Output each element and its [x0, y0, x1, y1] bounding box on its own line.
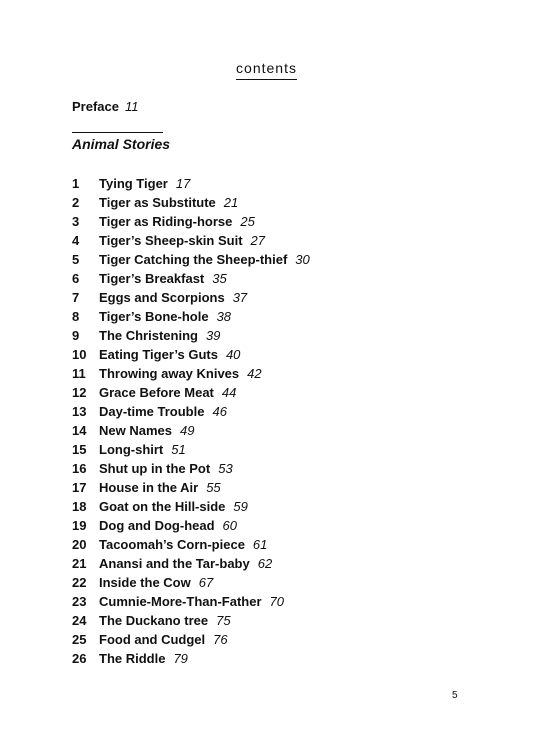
toc-entry — [72, 250, 310, 269]
toc-entry-title: Tiger Catching the Sheep-thief — [99, 252, 288, 267]
toc-entry — [72, 174, 310, 193]
toc-entry-number: 14 — [72, 423, 87, 438]
toc-entry-page: 55 — [206, 480, 221, 495]
toc-entry-page: 21 — [223, 195, 239, 210]
preface-entry — [72, 99, 138, 114]
toc-entry — [72, 326, 310, 345]
toc-entry — [72, 212, 310, 231]
toc-entry-page: 30 — [295, 252, 310, 267]
preface-label: Preface — [72, 99, 119, 114]
toc-entry-title: Inside the Cow — [99, 575, 191, 590]
toc-entry-page: 37 — [232, 290, 248, 305]
toc-entry-number: 21 — [72, 556, 87, 571]
toc-entry-title: Food and Cudgel — [99, 632, 206, 647]
toc-entry-title: Shut up in the Pot — [99, 461, 211, 476]
toc-entry — [72, 630, 310, 649]
toc-entry-page: 59 — [233, 499, 248, 514]
toc-entry-page: 62 — [257, 556, 273, 571]
toc-entry — [72, 345, 310, 364]
toc-entry-number: 22 — [72, 575, 87, 590]
toc-entry-page: 79 — [173, 651, 188, 666]
toc-entry-page: 61 — [252, 537, 268, 552]
toc-entry-number: 10 — [72, 347, 87, 362]
toc-entry-number: 18 — [72, 499, 87, 514]
toc-list — [72, 174, 310, 668]
toc-entry-page: 75 — [216, 613, 231, 628]
toc-entry-title: Tiger as Riding-horse — [99, 214, 233, 229]
toc-entry-title: House in the Air — [99, 480, 199, 495]
toc-entry-page: 51 — [171, 442, 186, 457]
toc-entry-number: 16 — [72, 461, 87, 476]
toc-entry-title: Tiger as Substitute — [99, 195, 216, 210]
toc-entry-page: 25 — [240, 214, 255, 229]
toc-entry — [72, 402, 310, 421]
toc-entry-title: Eating Tiger’s Guts — [99, 347, 218, 362]
toc-entry-number: 19 — [72, 518, 87, 533]
toc-entry — [72, 269, 310, 288]
toc-entry-number: 5 — [72, 252, 80, 267]
toc-entry-page: 35 — [212, 271, 227, 286]
toc-entry-title: Grace Before Meat — [99, 385, 214, 400]
toc-entry-title: New Names — [99, 423, 172, 438]
contents-heading — [0, 60, 533, 80]
toc-entry-number: 23 — [72, 594, 87, 609]
toc-entry-page: 27 — [250, 233, 265, 248]
contents-heading-text: contents — [236, 60, 297, 80]
toc-entry — [72, 554, 310, 573]
toc-entry — [72, 478, 310, 497]
toc-entry-number: 26 — [72, 651, 87, 666]
toc-entry-page: 76 — [213, 632, 228, 647]
toc-entry-number: 9 — [72, 328, 80, 343]
toc-entry-number: 11 — [72, 366, 86, 381]
toc-entry — [72, 459, 310, 478]
toc-entry-title: The Christening — [99, 328, 198, 343]
toc-entry-title: Eggs and Scorpions — [99, 290, 225, 305]
toc-entry-number: 8 — [72, 309, 80, 324]
toc-entry-page: 67 — [198, 575, 214, 590]
toc-entry-number: 1 — [72, 176, 80, 191]
toc-entry-number: 25 — [72, 632, 87, 647]
toc-entry-page: 49 — [179, 423, 195, 438]
toc-entry-title: Cumnie-More-Than-Father — [99, 594, 262, 609]
toc-entry-title: Tiger’s Breakfast — [99, 271, 205, 286]
toc-entry-number: 17 — [72, 480, 87, 495]
toc-entry-page: 53 — [218, 461, 233, 476]
page-number: 5 — [452, 690, 458, 701]
toc-entry — [72, 592, 310, 611]
toc-entry — [72, 288, 310, 307]
toc-entry-number: 24 — [72, 613, 87, 628]
toc-entry — [72, 573, 310, 592]
toc-entry — [72, 497, 310, 516]
toc-entry-number: 6 — [72, 271, 80, 286]
toc-entry-page: 38 — [216, 309, 232, 324]
toc-entry-page: 40 — [225, 347, 241, 362]
toc-entry-title: Tiger’s Sheep-skin Suit — [99, 233, 243, 248]
toc-entry — [72, 383, 310, 402]
toc-entry-title: The Riddle — [99, 651, 166, 666]
toc-entry-title: Anansi and the Tar-baby — [99, 556, 250, 571]
toc-entry-page: 17 — [175, 176, 191, 191]
toc-entry-title: Day-time Trouble — [99, 404, 205, 419]
toc-entry-title: Tying Tiger — [99, 176, 168, 191]
toc-entry-number: 13 — [72, 404, 87, 419]
toc-entry — [72, 231, 310, 250]
toc-entry-page: 44 — [221, 385, 237, 400]
toc-entry-number: 15 — [72, 442, 87, 457]
toc-entry-number: 12 — [72, 385, 87, 400]
toc-entry-title: Tiger’s Bone-hole — [99, 309, 209, 324]
toc-entry-title: Long-shirt — [99, 442, 164, 457]
section-rule — [72, 132, 163, 133]
toc-entry-page: 60 — [222, 518, 238, 533]
toc-entry — [72, 649, 310, 668]
toc-entry — [72, 307, 310, 326]
toc-entry-number: 4 — [72, 233, 80, 248]
toc-entry-title: Goat on the Hill-side — [99, 499, 226, 514]
toc-entry-number: 7 — [72, 290, 80, 305]
toc-entry-title: Throwing away Knives — [99, 366, 240, 381]
toc-entry-title: Tacoomah’s Corn-piece — [99, 537, 245, 552]
toc-entry-page: 39 — [205, 328, 221, 343]
toc-entry — [72, 535, 310, 554]
toc-entry — [72, 421, 310, 440]
toc-entry — [72, 611, 310, 630]
toc-entry — [72, 440, 310, 459]
toc-entry-number: 2 — [72, 195, 80, 210]
preface-page: 11 — [124, 99, 139, 114]
toc-entry-number: 3 — [72, 214, 80, 229]
section-title: Animal Stories — [72, 136, 171, 152]
toc-entry-title: Dog and Dog-head — [99, 518, 215, 533]
toc-entry — [72, 364, 310, 383]
toc-entry-title: The Duckano tree — [99, 613, 209, 628]
toc-entry — [72, 193, 310, 212]
toc-entry-page: 42 — [247, 366, 262, 381]
toc-entry-number: 20 — [72, 537, 87, 552]
toc-entry-page: 46 — [212, 404, 227, 419]
toc-entry-page: 70 — [269, 594, 284, 609]
toc-entry — [72, 516, 310, 535]
